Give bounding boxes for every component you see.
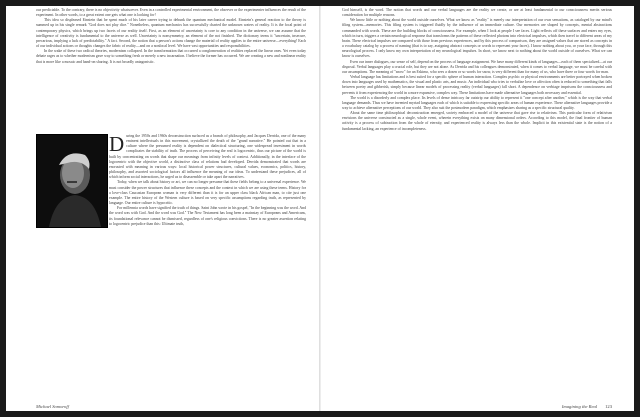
paragraph: Today, when we talk about history or art, we can no longer presume that these fields belong to a universal experience. We must consider the power structures that influence these concepts and the context in which we are using these terms. History for a love-class Caucasian European woman is very different than it is for an upper class black African man, to cite just one example. The entire history of the Western culture is based on very specific assumptions regarding truth, as represented by language. Our entire culture is hypocritic. [109,180,306,206]
right-column [342,8,612,132]
left-page [36,8,306,409]
paragraph: In the wake of these two radical theories, modernism collapsed. In the transformation that occurred a conglomeration of realities replaced the linear ones. Yet even today debate rages as to whether modernism gave way to something fresh or merely a new incarnation. I believe the former has occurred. We are creating a new and nonlinear reality that is more like a mosaic and hand-on sharing. It is not broadly antagonistic. [36,49,306,64]
left-column-lower [36,134,306,227]
paragraph: This idea so displeased Einstein that he spent much of his later career trying to debunk the quantum mechanical model. Einstein's general reaction to the theory is summed up in his single remark "God does not play dice." Nonetheless, quantum mechanics has successfully charted the unknown waters of reality. It is the focal point of contemporary physics, which brings up two facets of our reality itself. First, as an element of uncertainty is core to any condition in the universe, we can assume that the intelligence of creativity is fundamental to the universe as well. Uncertainty is nonsymmetry, an element of the not finished. The dictionary terms it "uncertain, insecure, precarious, implying a lack of predictability." A fact. Second, the notion that a person's actions change the material of reality applies to the entire universe—everything! Each of our individual actions or thoughts changes the fabric of reality—and on a nonlocal level. We have vast opportunities and responsibilities. [36,18,306,49]
footer-right [562,404,612,409]
paragraph: Even our inner dialogues, our sense of self, depend on the process of language assignment. We have many different kinds of languages—each of them specialized—at our disposal. Verbal languages play a crucial role, but they are not alone. As Derrida and his colleagues demonstrated, when it comes to verbal language, we must be careful with our assumptions. The meaning of "snow" for an Eskimo, who sees a dozen or so words for snow, is very different than for many of us, who have three or four words for man. [342,59,612,74]
paragraph: We know little or nothing about the world outside ourselves. What we know as "reality" is merely our interpretation of our own sensations, as cataloged by our mind's filing system—memories. This filing system is triggered fluidly by the influence of an immediate culture. Our memories are shaped by concepts, mental abstractions commanded with words. These are the building blocks of consciousness. For example, when I look at people I see faces. Light reflects off these surfaces and enters my eyes, which in turn, triggers a certain neurological response that transforms the patterns of these reflected photons into electrical impulses, which then travel to different areas of my brain. These electrical impulses are compared with those from previous experiences, and by this process of comparison, they are assigned values that are stored as concepts in a vocabulary catalog by a process of naming (that is to say, assigning abstract concepts or words to represent your faces). I know nothing about you, or your face, through this neurological process. I only know my own interpretation of my neurological impulses. In short, we know next to nothing about the world outside of ourselves. What we can know is ourselves. [342,18,612,59]
footer-title: Imagining the Real [561,404,598,409]
footer-author: Michael Somoroff [36,404,69,409]
paragraph: our predictable. To the contrary, there is no objectivity whatsoever. Even in a controlled experimental environment, the observer or the experimenter influences the result of the experiment. In other words, to a great extent one gets what one is looking for! [36,8,306,18]
left-column [36,8,306,65]
paragraph: The world is a disorderly and complex place. Its levels of dense intricacy far outstrip our ability to represent it "one concept after another," which is the way that verbal language demands. Thus we have invented myriad languages each of which is suitable to expressing specific areas of human experience. These alternative languages provide a way to achieve alternative perceptions of our world. They also suit the postmodern paradigm, which emphasizes sharing as a specific structural quality. [342,95,612,110]
book-gutter [319,6,321,411]
paragraph: During the 1950s and 1960s deconstruction surfaced as a branch of philosophy, and Jacques Derrida, one of the many eminent intellectuals in this movement, crystallized the death of the "grand narrative." He pointed out that in a culture where the presumed reality is dependent on dialectical structuring, one widespread investment in words complicates the stability of truth. The process of perceiving the real is logocentric, thus our picture of the world is built by concentrating on words that shape our meanings from infinity levels of context. Additionally, in the interface of the logocentric with the objective world, a distinctive class of relations had developed. Derrida demonstrated that words are encrusted with meaning in various ways: local historical power structures, cultural values, economics, politics, history, philosophy, and assorted sociological factors all influence the meaning of our ideas. To understand these prejudices, all of which inform social interactions, he urged us to disassemble or take apart the narratives. [109,132,306,180]
paragraph: For millennia words have signified the truth of things. Saint John wrote in his gospel, "In the beginning was the word. And the word was with God. And the word was God." The New Testament has long been a mainstay of Europeans and Americans, its foundational relevance cannot be dismissed, regardless of one's religious convictions. There is no greater assertion relating to logocentric prejudice than this: Ultimate truth, [109,206,306,226]
right-page [342,8,612,409]
paragraph: About the same time philosophical deconstruction emerged, society embraced a model of the universe that gave rise to relativism. This particular form of relativism envisions the universe constructed as a single, whole event, wherein everything exists on many dimensional orders. According to this model, the final frontier of human activity is a process of subtraction from the whole of eternity, and experienced reality is always less than the whole. Implicit in this existential state is the notion of a fundamental lacking, an experience of incompleteness. [342,111,612,131]
book-spread [6,6,634,411]
paragraph: God himself, is the word. The notion that words and our verbal languages are the reality we create, or are at least fundamental to our consciousness merits serious consideration for multiple reasons. [342,8,612,18]
paragraph: Verbal language has limitations and is best suited for a specific sphere of human interaction. Complex psychic or physical environments are better portrayed when broken down into languages used by mathematics, the visual and plastic arts, and music. An individual who tries to verbalize love or affection often is reduced to something that falls between poetry and gibberish, simply because linear models of processing reality (verbal languages) fall short. A dependence on verbiage imprisons the consciousness and prevents it from experiencing the world in a more expansive, complex way. These limitations have made alternative languages both necessary and essential. [342,75,612,95]
drop-cap: D [109,132,125,156]
page-number: 123 [605,404,612,409]
